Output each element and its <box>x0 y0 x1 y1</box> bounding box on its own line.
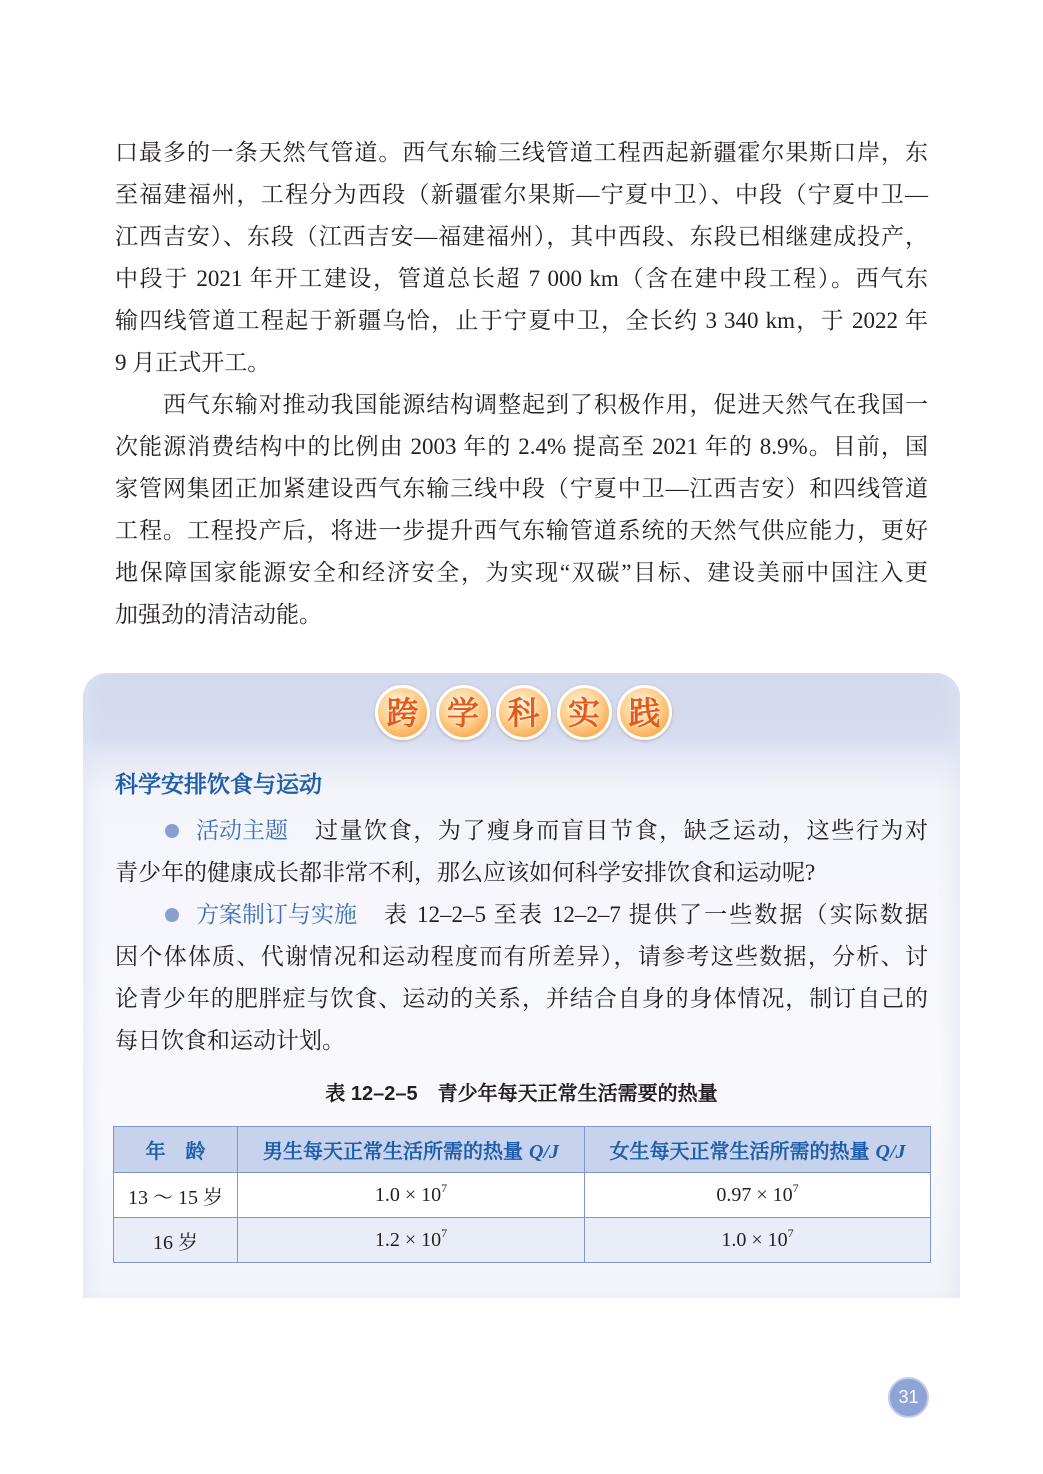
title-badge: 实 <box>557 685 612 740</box>
activity-theme-text: 过量饮食，为了瘦身而盲目节食，缺乏运动，这些行为对 <box>315 818 928 843</box>
activity-theme-label: 活动主题 <box>196 818 288 843</box>
practice-subtitle: 科学安排饮食与运动 <box>115 771 322 797</box>
value-base: 1.0 × 10 <box>721 1228 788 1251</box>
cell-male-heat <box>238 1218 585 1263</box>
title-badge: 科 <box>496 685 551 740</box>
paragraph-2-line: 次能源消费结构中的比例由 2003 年的 2.4% 提高至 2021 年的 8.9%。目前，国 <box>115 434 928 459</box>
title-badge: 跨 <box>375 685 430 740</box>
header-male-unit: Q/J <box>529 1141 559 1163</box>
value-exponent: 7 <box>787 1225 794 1240</box>
table-row <box>114 1218 931 1263</box>
cell-male-heat <box>238 1173 585 1218</box>
title-badge: 践 <box>617 685 672 740</box>
table-header-row <box>114 1127 931 1173</box>
main-body-text <box>115 132 928 636</box>
paragraph-1-line: 中段于 2021 年开工建设，管道总长超 7 000 km（含在建中段工程）。西气东 <box>115 266 928 291</box>
header-male-label: 男生每天正常生活所需的热量 <box>263 1141 523 1163</box>
paragraph-1-line: 至福建福州，工程分为西段（新疆霍尔果斯—宁夏中卫）、中段（宁夏中卫— <box>115 182 928 207</box>
table-caption: 表 12–2–5 青少年每天正常生活需要的热量 <box>325 1083 718 1105</box>
interdisciplinary-practice-box <box>83 673 960 1298</box>
value-exponent: 7 <box>792 1180 799 1195</box>
bullet-icon <box>165 908 179 922</box>
practice-text <box>115 810 928 1062</box>
plan-line: 每日饮食和运动计划。 <box>115 1028 345 1053</box>
paragraph-1-line: 9 月正式开工。 <box>115 350 271 375</box>
paragraph-2-line: 家管网集团正加紧建设西气东输三线中段（宁夏中卫—江西吉安）和四线管道 <box>115 476 928 501</box>
page-number: 31 <box>888 1377 929 1418</box>
value-base: 1.0 × 10 <box>374 1183 442 1206</box>
bullet-icon <box>165 824 179 838</box>
paragraph-2-line: 地保障国家能源安全和经济安全，为实现“双碳”目标、建设美丽中国注入更 <box>115 560 928 585</box>
heat-requirement-table <box>113 1126 931 1263</box>
activity-theme-line <box>115 810 928 852</box>
paragraph-2-line: 工程。工程投产后，将进一步提升西气东输管道系统的天然气供应能力，更好 <box>115 518 928 543</box>
paragraph-2-line: 西气东输对推动我国能源结构调整起到了积极作用，促进天然气在我国一 <box>163 392 928 417</box>
plan-label: 方案制订与实施 <box>196 902 357 927</box>
header-age <box>114 1127 238 1173</box>
plan-line <box>115 894 928 936</box>
value-base: 0.97 × 10 <box>716 1183 793 1206</box>
cell-age: 16 岁 <box>114 1218 238 1263</box>
title-badge: 学 <box>436 685 491 740</box>
value-exponent: 7 <box>441 1225 448 1240</box>
activity-theme-line: 青少年的健康成长都非常不利，那么应该如何科学安排饮食和运动呢? <box>115 860 816 885</box>
header-female-heat <box>585 1127 931 1173</box>
plan-text: 表 12–2–5 至表 12–2–7 提供了一些数据（实际数据 <box>384 902 928 927</box>
paragraph-1-line: 输四线管道工程起于新疆乌恰，止于宁夏中卫，全长约 3 340 km，于 2022 年 <box>115 308 928 333</box>
header-age-label: 年 龄 <box>145 1141 206 1163</box>
cell-female-heat <box>585 1173 931 1218</box>
cell-female-heat <box>585 1218 931 1263</box>
plan-line: 因个体体质、代谢情况和运动程度而有所差异），请参考这些数据，分析、讨 <box>115 944 928 969</box>
value-base: 1.2 × 10 <box>374 1228 442 1251</box>
table-row <box>114 1173 931 1218</box>
paragraph-1-line: 口最多的一条天然气管道。西气东输三线管道工程西起新疆霍尔果斯口岸，东 <box>115 140 928 165</box>
header-male-heat <box>238 1127 585 1173</box>
plan-line: 论青少年的肥胖症与饮食、运动的关系，并结合自身的身体情况，制订自己的 <box>115 986 928 1011</box>
value-exponent: 7 <box>441 1180 448 1195</box>
practice-title <box>375 685 672 741</box>
paragraph-1-line: 江西吉安）、东段（江西吉安—福建福州），其中西段、东段已相继建成投产， <box>115 224 928 249</box>
paragraph-2-line: 加强劲的清洁动能。 <box>115 602 322 627</box>
header-female-unit: Q/J <box>875 1141 906 1163</box>
header-female-label: 女生每天正常生活所需的热量 <box>609 1141 870 1163</box>
cell-age: 13 ～ 15 岁 <box>114 1173 238 1218</box>
